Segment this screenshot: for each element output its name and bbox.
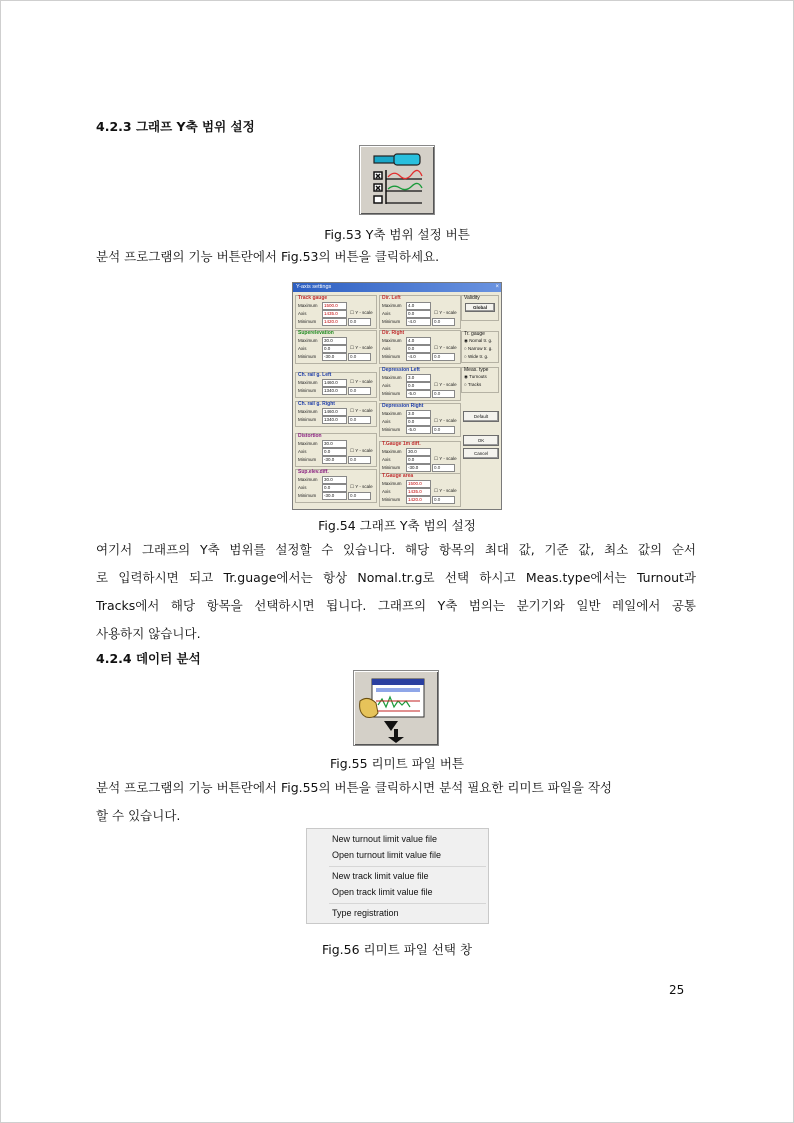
label-maximum: Maximum (298, 409, 318, 414)
section-heading-4-2-3: 4.2.3 그래프 Y축 범위 설정 (96, 119, 255, 134)
yscale-checkbox[interactable]: ☐ Y - scale (434, 488, 457, 493)
superelevation-min-input[interactable]: -30.0 (322, 353, 347, 361)
dir-right-aux-input[interactable]: 0.0 (432, 353, 455, 361)
ch-rail-right-aux-input[interactable]: 0.0 (348, 416, 371, 424)
group-title: Sup.elev.diff. (298, 469, 329, 475)
group-title: T.Gauge area (382, 473, 414, 479)
ch-rail-right-max-input[interactable]: 1460.0 (322, 408, 347, 416)
track-gauge-max-input[interactable]: 1500.0 (322, 302, 347, 310)
group-title: Dir. Right (382, 330, 405, 336)
distortion-min-input[interactable]: -30.0 (322, 456, 347, 464)
validity-title: Validity (464, 295, 480, 301)
superelevation-aux-input[interactable]: 0.0 (348, 353, 371, 361)
radio-label: Narrow tr. g. (467, 346, 493, 351)
ok-button[interactable]: OK (463, 435, 499, 446)
label-maximum: Maximum (382, 303, 402, 308)
ch-rail-left-min-input[interactable]: 1340.0 (322, 387, 347, 395)
group-title: Depression Right (382, 403, 424, 409)
t-gauge-area-axis-input[interactable]: 1435.0 (406, 488, 431, 496)
validity-select[interactable]: Global (465, 303, 495, 312)
label-minimum: Minimum (382, 319, 401, 324)
yscale-label: Y - scale (355, 379, 373, 384)
label-axis: Axis (298, 311, 307, 316)
yscale-label: Y - scale (355, 448, 373, 453)
dir-right-max-input[interactable]: 4.0 (406, 337, 431, 345)
radio-label: Nomal tr. g. (469, 338, 493, 343)
yscale-checkbox[interactable]: ☐ Y - scale (350, 345, 373, 350)
t-gauge-area-aux-input[interactable]: 0.0 (432, 496, 455, 504)
group-title: T.Gauge 1m diff. (382, 441, 421, 447)
dir-left-axis-input[interactable]: 0.0 (406, 310, 431, 318)
group-title: Ch. rail g. Right (298, 401, 335, 407)
group-distortion (295, 433, 377, 467)
ch-rail-left-max-input[interactable]: 1460.0 (322, 379, 347, 387)
yscale-label: Y - scale (439, 382, 457, 387)
sup-elev-diff-min-input[interactable]: -30.0 (322, 492, 347, 500)
depression-left-max-input[interactable]: 3.0 (406, 374, 431, 382)
yscale-checkbox[interactable]: ☐ Y - scale (434, 382, 457, 387)
yscale-checkbox[interactable]: ☐ Y - scale (350, 448, 373, 453)
label-maximum: Maximum (298, 303, 318, 308)
menu-separator (329, 903, 486, 904)
close-icon[interactable]: × (495, 284, 499, 290)
track-gauge-aux-input[interactable]: 0.0 (348, 318, 371, 326)
limit-file-icon-graphic (354, 671, 438, 745)
cancel-button[interactable]: Cancel (463, 448, 499, 459)
t-gauge-1m-diff-min-input[interactable]: -30.0 (406, 464, 431, 472)
label-maximum: Maximum (382, 449, 402, 454)
t-gauge-area-min-input[interactable]: 1420.0 (406, 496, 431, 504)
dir-left-min-input[interactable]: -4.0 (406, 318, 431, 326)
section-heading-4-2-4: 4.2.4 데이터 분석 (96, 651, 201, 666)
yscale-label: Y - scale (355, 345, 373, 350)
default-button[interactable]: Default (463, 411, 499, 422)
group-title: Distortion (298, 433, 322, 439)
menu-item-open-turnout-limit[interactable]: Open turnout limit value file (332, 850, 442, 860)
label-maximum: Maximum (298, 380, 318, 385)
superelevation-axis-input[interactable]: 0.0 (322, 345, 347, 353)
distortion-aux-input[interactable]: 0.0 (348, 456, 371, 464)
group-dir-left (379, 295, 461, 329)
distortion-max-input[interactable]: 30.0 (322, 440, 347, 448)
label-minimum: Minimum (382, 465, 401, 470)
text-line: 분석 프로그램의 기능 버튼란에서 Fig.55의 버튼을 클릭하시면 분석 필요한 리미트 파일을 작성 (96, 780, 612, 795)
menu-item-type-registration[interactable]: Type registration (332, 908, 399, 918)
radio-label: Turnouts (469, 374, 487, 379)
radio-tracks[interactable]: ○ Tracks (464, 382, 482, 387)
label-maximum: Maximum (298, 338, 318, 343)
yaxis-settings-icon (359, 145, 435, 215)
menu-item-new-track-limit[interactable]: New track limit value file (332, 871, 429, 881)
group-title: Dir. Left (382, 295, 401, 301)
group-dir-right (379, 330, 461, 364)
group-title: Depression Left (382, 367, 420, 373)
label-maximum: Maximum (298, 477, 318, 482)
group-depression-right (379, 403, 461, 437)
paragraph-limit-file-description (96, 774, 696, 830)
yaxis-settings-dialog (292, 282, 502, 510)
depression-right-min-input[interactable]: -5.0 (406, 426, 431, 434)
sup-elev-diff-axis-input[interactable]: 0.0 (322, 484, 347, 492)
yscale-label: Y - scale (439, 488, 457, 493)
label-axis: Axis (382, 383, 391, 388)
menu-item-new-turnout-limit[interactable]: New turnout limit value file (332, 834, 438, 844)
label-minimum: Minimum (298, 417, 317, 422)
label-minimum: Minimum (298, 388, 317, 393)
text-line: 사용하지 않습니다. (96, 626, 201, 641)
depression-left-axis-input[interactable]: 0.0 (406, 382, 431, 390)
track-gauge-min-input[interactable]: 1420.0 (322, 318, 347, 326)
fig54-caption: Fig.54 그래프 Y축 범의 설정 (318, 518, 476, 533)
label-maximum: Maximum (382, 375, 402, 380)
label-minimum: Minimum (298, 354, 317, 359)
radio-nomal-tr-g[interactable]: ◉ Nomal tr. g. (464, 338, 493, 343)
ch-rail-right-min-input[interactable]: 1340.0 (322, 416, 347, 424)
label-axis: Axis (382, 457, 391, 462)
superelevation-max-input[interactable]: 30.0 (322, 337, 347, 345)
label-minimum: Minimum (382, 391, 401, 396)
group-t-gauge-1m-diff (379, 441, 461, 475)
depression-left-aux-input[interactable]: 0.0 (432, 390, 455, 398)
label-maximum: Maximum (382, 338, 402, 343)
yscale-checkbox[interactable]: ☐ Y - scale (434, 418, 457, 423)
label-axis: Axis (382, 489, 391, 494)
group-t-gauge-area (379, 473, 461, 507)
group-superelevation (295, 330, 377, 364)
yscale-label: Y - scale (439, 345, 457, 350)
group-tr-gauge (461, 331, 499, 363)
group-depression-left (379, 367, 461, 401)
label-minimum: Minimum (382, 354, 401, 359)
dir-left-max-input[interactable]: 4.0 (406, 302, 431, 310)
distortion-axis-input[interactable]: 0.0 (322, 448, 347, 456)
group-title: Superelevation (298, 330, 334, 336)
label-axis: Axis (298, 485, 307, 490)
radio-narrow-tr-g[interactable]: ○ Narrow tr. g. (464, 346, 493, 351)
group-meas-type (461, 367, 499, 393)
radio-wide-tr-g[interactable]: ○ Wide tr. g. (464, 354, 489, 359)
text-line: 로 입력하시면 되고 Tr.guage에서는 항상 Nomal.tr.g로 선택 하시고 Meas.type에서는 Turnout과 (96, 570, 696, 585)
dir-right-min-input[interactable]: -4.0 (406, 353, 431, 361)
yscale-label: Y - scale (439, 418, 457, 423)
limit-file-context-menu (306, 828, 489, 924)
group-title: Ch. rail g. Left (298, 372, 332, 378)
yscale-label: Y - scale (355, 408, 373, 413)
paragraph-yaxis-description (96, 536, 696, 648)
tr-gauge-title: Tr. gauge (464, 331, 485, 337)
group-ch-rail-left (295, 372, 377, 398)
yaxis-settings-icon-graphic (360, 146, 434, 214)
label-minimum: Minimum (382, 427, 401, 432)
label-axis: Axis (298, 449, 307, 454)
yscale-label: Y - scale (439, 310, 457, 315)
t-gauge-1m-diff-aux-input[interactable]: 0.0 (432, 464, 455, 472)
text-line: Tracks에서 해당 항목을 선택하시면 됩니다. 그래프의 Y축 범의는 분기기와 일반 레일에서 공통 (96, 598, 696, 613)
depression-right-max-input[interactable]: 3.0 (406, 410, 431, 418)
dialog-title: Y-axis settings (296, 284, 332, 290)
label-maximum: Maximum (298, 441, 318, 446)
menu-separator (329, 866, 486, 867)
group-ch-rail-right (295, 401, 377, 427)
yscale-checkbox[interactable]: ☐ Y - scale (350, 379, 373, 384)
sup-elev-diff-aux-input[interactable]: 0.0 (348, 492, 371, 500)
group-sup-elev-diff (295, 469, 377, 503)
yscale-checkbox[interactable]: ☐ Y - scale (434, 310, 457, 315)
menu-item-open-track-limit[interactable]: Open track limit value file (332, 887, 433, 897)
dir-right-axis-input[interactable]: 0.0 (406, 345, 431, 353)
radio-label: Wide tr. g. (467, 354, 489, 359)
group-title: Track gauge (298, 295, 328, 301)
label-minimum: Minimum (298, 319, 317, 324)
track-gauge-axis-input[interactable]: 1435.0 (322, 310, 347, 318)
radio-turnouts[interactable]: ◉ Turnouts (464, 374, 487, 379)
ch-rail-left-aux-input[interactable]: 0.0 (348, 387, 371, 395)
group-track-gauge (295, 295, 377, 329)
yscale-checkbox[interactable]: ☐ Y - scale (350, 408, 373, 413)
depression-right-axis-input[interactable]: 0.0 (406, 418, 431, 426)
label-axis: Axis (382, 346, 391, 351)
label-axis: Axis (382, 419, 391, 424)
yscale-checkbox[interactable]: ☐ Y - scale (350, 310, 373, 315)
label-maximum: Maximum (382, 411, 402, 416)
limit-file-icon (353, 670, 439, 746)
yscale-checkbox[interactable]: ☐ Y - scale (350, 484, 373, 489)
t-gauge-1m-diff-max-input[interactable]: 30.0 (406, 448, 431, 456)
fig56-caption: Fig.56 리미트 파일 선택 창 (321, 942, 473, 957)
yscale-label: Y - scale (439, 456, 457, 461)
label-maximum: Maximum (382, 481, 402, 486)
yscale-checkbox[interactable]: ☐ Y - scale (434, 456, 457, 461)
label-minimum: Minimum (298, 493, 317, 498)
fig55-caption: Fig.55 리미트 파일 버튼 (329, 756, 464, 771)
sup-elev-diff-max-input[interactable]: 30.0 (322, 476, 347, 484)
yscale-checkbox[interactable]: ☐ Y - scale (434, 345, 457, 350)
meas-type-title: Meas. type (464, 367, 489, 373)
label-axis: Axis (298, 346, 307, 351)
label-minimum: Minimum (298, 457, 317, 462)
label-minimum: Minimum (382, 497, 401, 502)
dialog-titlebar (293, 283, 501, 292)
depression-right-aux-input[interactable]: 0.0 (432, 426, 455, 434)
label-axis: Axis (382, 311, 391, 316)
group-validity (461, 295, 499, 321)
text-line: 여기서 그래프의 Y축 범위를 설정할 수 있습니다. 해당 항목의 최대 값, 기준 값, 최소 값의 순서 (96, 542, 696, 557)
radio-label: Tracks (467, 382, 482, 387)
t-gauge-1m-diff-axis-input[interactable]: 0.0 (406, 456, 431, 464)
depression-left-min-input[interactable]: -5.0 (406, 390, 431, 398)
dir-left-aux-input[interactable]: 0.0 (432, 318, 455, 326)
paragraph-fig53-instruction: 분석 프로그램의 기능 버튼란에서 Fig.53의 버튼을 클릭하세요. (96, 249, 440, 264)
yscale-label: Y - scale (355, 310, 373, 315)
page-number: 25 (669, 983, 685, 997)
fig53-caption: Fig.53 Y축 범위 설정 버튼 (324, 227, 470, 242)
t-gauge-area-max-input[interactable]: 1500.0 (406, 480, 431, 488)
text-line: 할 수 있습니다. (96, 808, 181, 823)
yscale-label: Y - scale (355, 484, 373, 489)
